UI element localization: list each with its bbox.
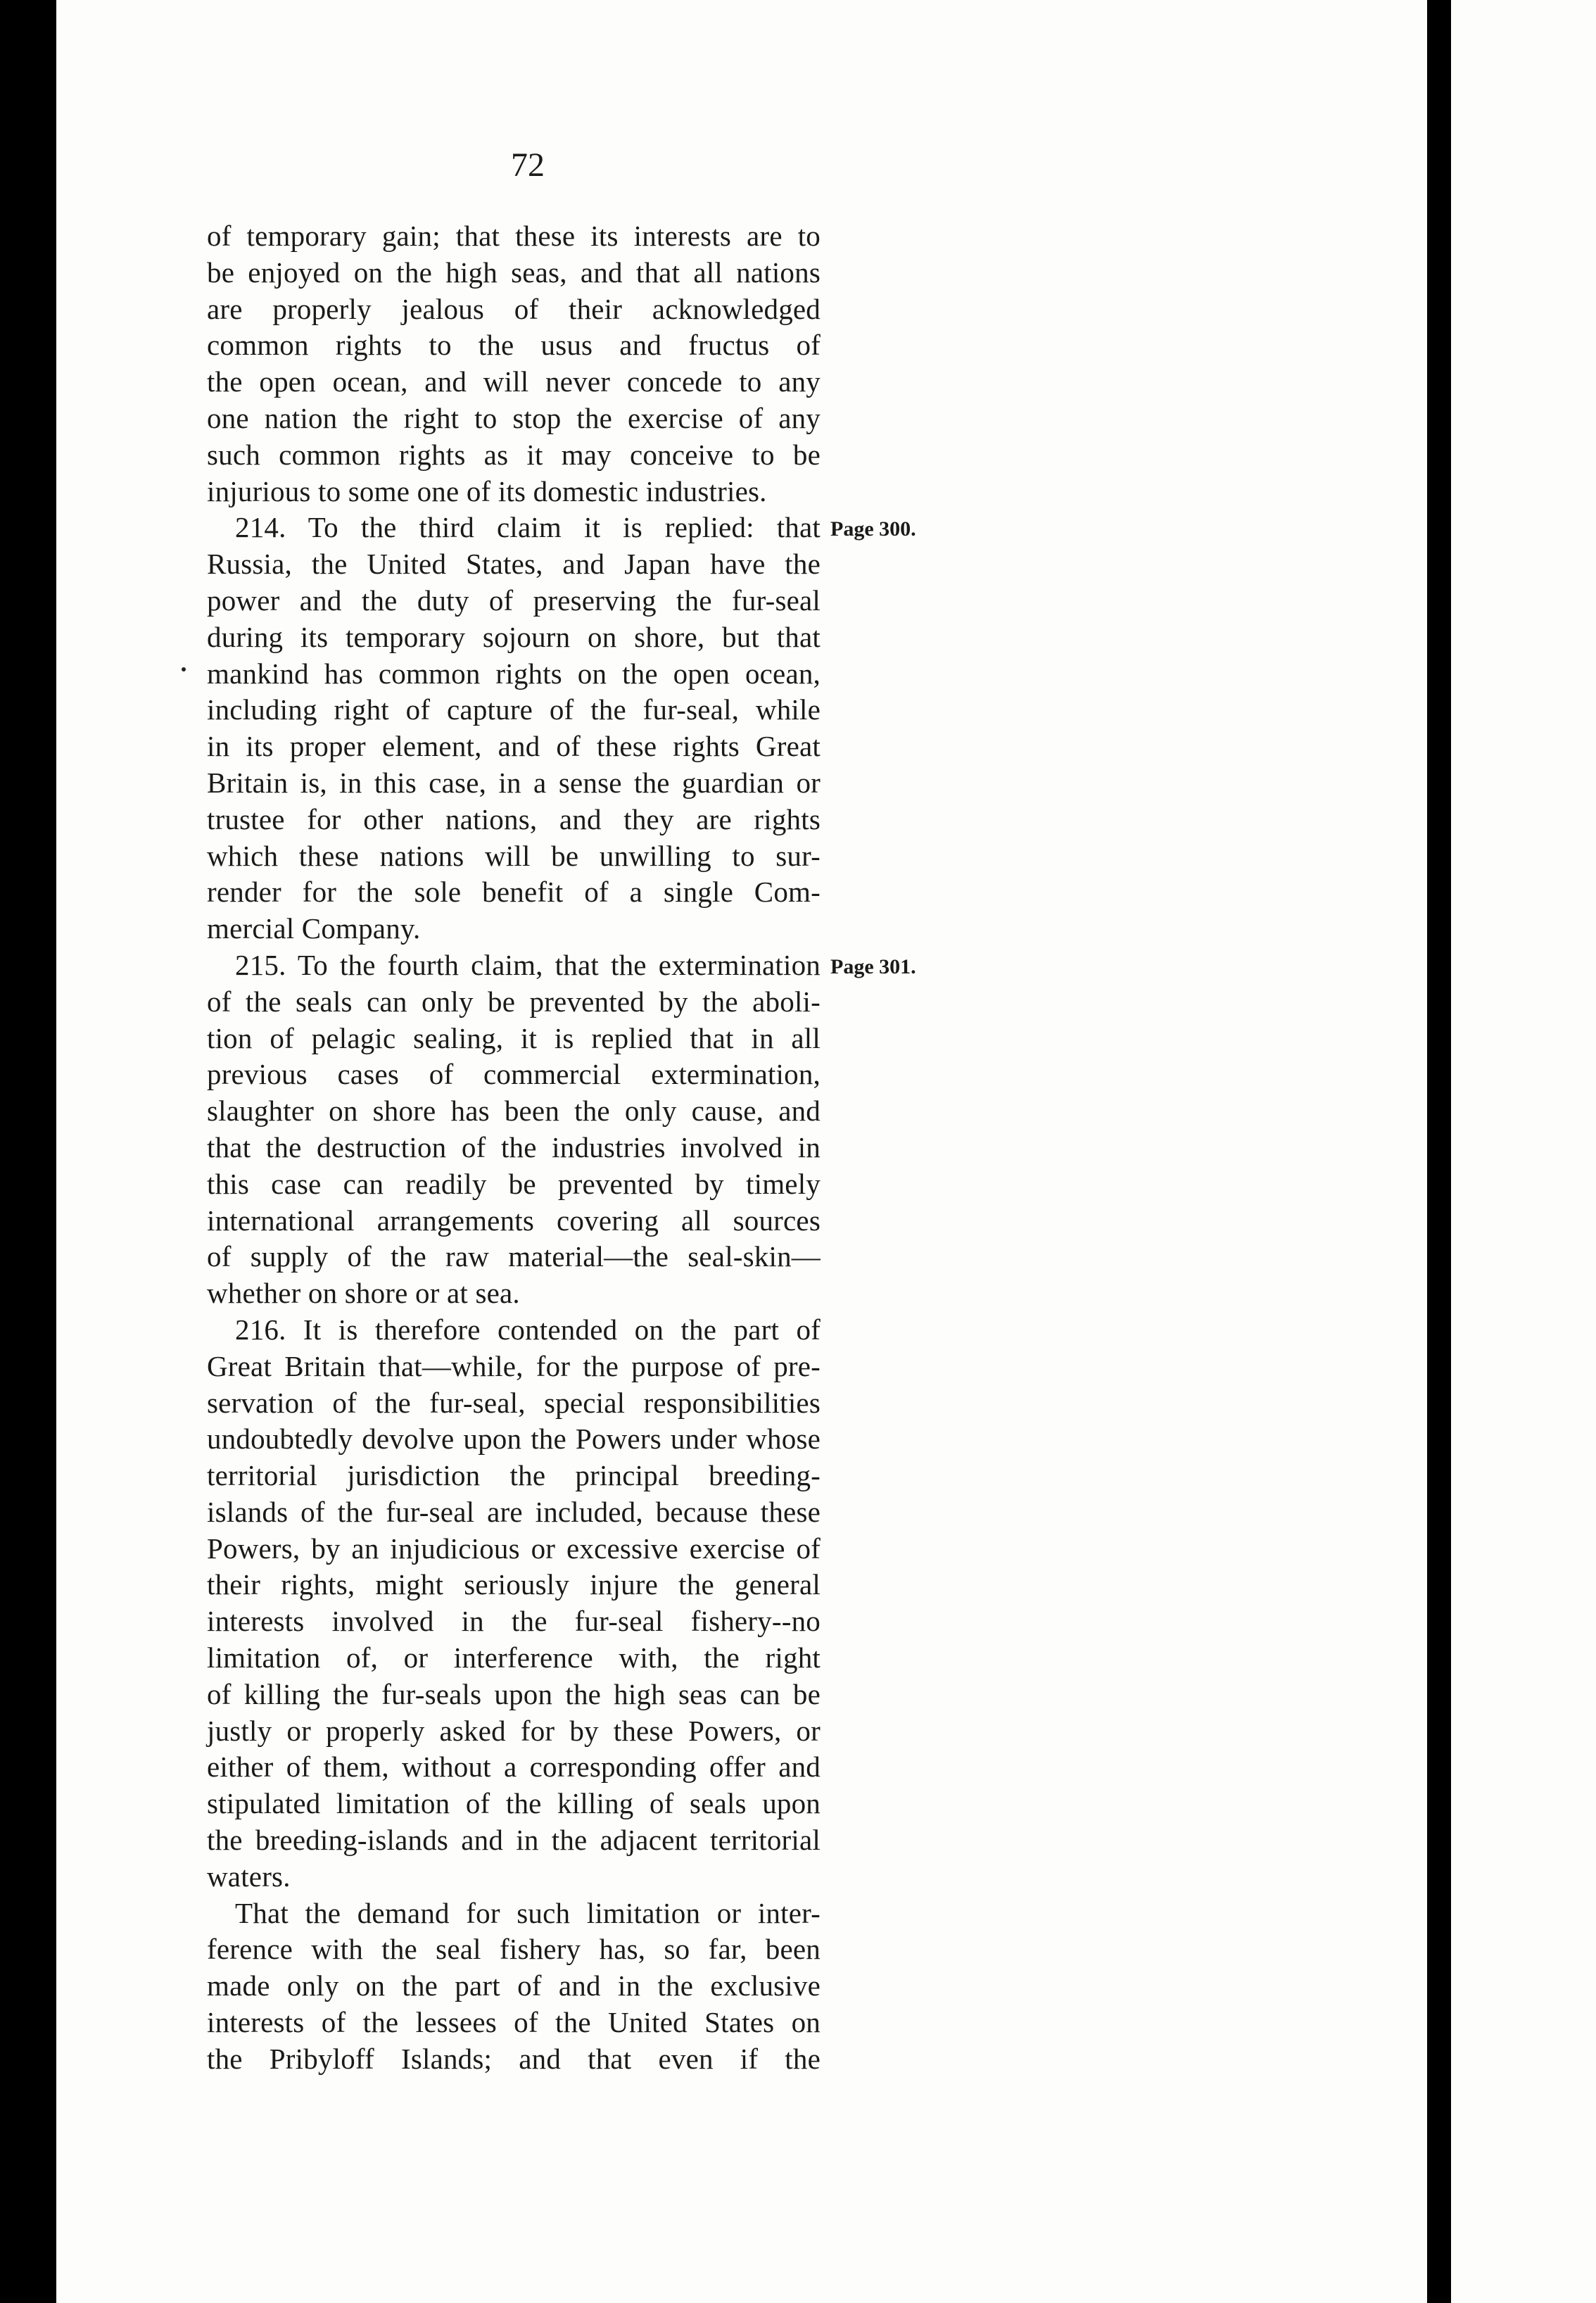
text-line: of temporary gain; that these its interests are to [207, 220, 821, 252]
text-line: 215. To the fourth claim, that the extermination [235, 948, 821, 981]
body-text [207, 218, 821, 2078]
text-line: Powers, by an injudicious or excessive exercise of [207, 1532, 821, 1565]
text-line: ference with the seal fishery has, so far, been [207, 1933, 821, 1966]
text-line: tion of pelagic sealing, it is replied that in all [207, 1021, 821, 1054]
text-line: this case can readily be prevented by timely [207, 1167, 821, 1200]
text-line: one nation the right to stop the exercise of any [207, 401, 821, 434]
text-line: mercial Company. [207, 912, 421, 945]
text-line: of the seals can only be prevented by the aboli- [207, 985, 821, 1018]
book-page [56, 0, 1427, 2303]
scan-border-left [0, 0, 56, 2303]
text-line: whether on shore or at sea. [207, 1277, 520, 1310]
margin-note-page-ref: Page 301. [830, 955, 916, 978]
text-line: during its temporary sojourn on shore, but that [207, 620, 821, 653]
text-line: islands of the fur-seal are included, because these [207, 1495, 821, 1528]
book-gutter [1427, 0, 1448, 2303]
text-line: interests of the lessees of the United States on [207, 2006, 821, 2039]
text-line: That the demand for such limitation or inter- [235, 1896, 821, 1929]
text-line: limitation of, or interference with, the right [207, 1641, 821, 1674]
text-line: 214. To the third claim it is replied: that [235, 511, 821, 544]
text-line: which these nations will be unwilling to sur- [207, 839, 821, 872]
text-line: justly or properly asked for by these Powers, or [207, 1714, 821, 1747]
text-line: power and the duty of preserving the fur-seal [207, 583, 821, 617]
text-line: the open ocean, and will never concede to any [207, 365, 821, 398]
text-line: either of them, without a corresponding offer and [207, 1750, 821, 1784]
text-line: territorial jurisdiction the principal breeding- [207, 1459, 821, 1492]
text-line: render for the sole benefit of a single Com- [207, 876, 821, 909]
text-line: injurious to some one of its domestic industries. [207, 474, 767, 507]
text-line: trustee for other nations, and they are rights [207, 802, 821, 835]
text-line: interests involved in the fur-seal fishery--no [207, 1605, 821, 1638]
text-line: international arrangements covering all sources [207, 1204, 821, 1237]
text-line: Britain is, in this case, in a sense the guardian or [207, 766, 821, 799]
ink-speck [182, 667, 186, 671]
text-line: servation of the fur-seal, special responsibilities [207, 1386, 821, 1419]
text-line: in its proper element, and of these rights Great [207, 730, 821, 763]
text-line: the breeding-islands and in the adjacent territorial [207, 1824, 821, 1857]
text-line: slaughter on shore has been the only cause, and [207, 1094, 821, 1128]
text-line: the Pribyloff Islands; and that even if the [207, 2042, 821, 2075]
text-line: be enjoyed on the high seas, and that all nations [207, 255, 821, 289]
text-line: made only on the part of and in the exclusive [207, 1969, 821, 2002]
text-line: that the destruction of the industries involved in [207, 1130, 821, 1163]
text-line: previous cases of commercial extermination, [207, 1058, 821, 1091]
adjacent-page-edge [1448, 0, 1596, 2303]
text-line: common rights to the usus and fructus of [207, 329, 821, 362]
text-line: Great Britain that—while, for the purpose of pre- [207, 1349, 821, 1382]
text-line: of supply of the raw material—the seal-skin— [207, 1240, 821, 1273]
text-line: 216. It is therefore contended on the part of [235, 1313, 821, 1346]
text-line: Russia, the United States, and Japan have the [207, 548, 821, 581]
text-line: their rights, might seriously injure the general [207, 1568, 821, 1601]
text-line: are properly jealous of their acknowledged [207, 292, 821, 325]
margin-note-page-ref: Page 300. [830, 517, 916, 541]
page-number: 72 [511, 146, 545, 184]
text-line: of killing the fur-seals upon the high seas can be [207, 1677, 821, 1710]
text-line: stipulated limitation of the killing of seals upon [207, 1787, 821, 1820]
text-line: including right of capture of the fur-seal, while [207, 693, 821, 726]
text-line: such common rights as it may conceive to be [207, 438, 821, 471]
text-line: undoubtedly devolve upon the Powers under whose [207, 1422, 821, 1456]
text-line: mankind has common rights on the open ocean, [207, 657, 821, 690]
text-line: waters. [207, 1860, 291, 1893]
